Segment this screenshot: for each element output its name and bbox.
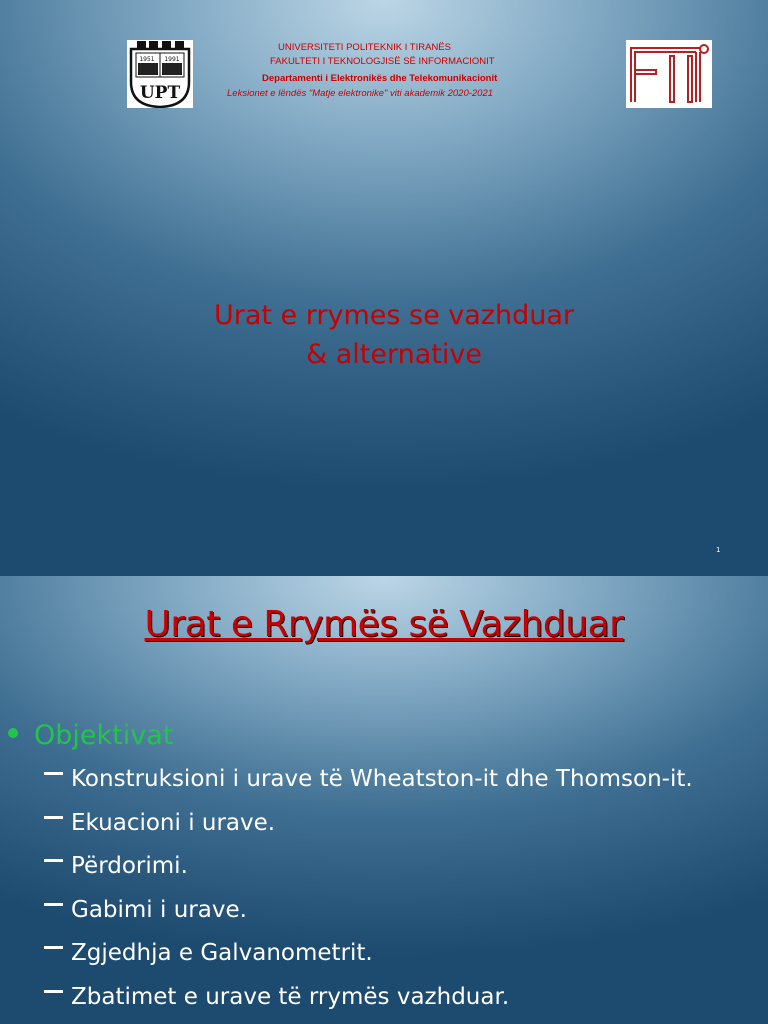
header-faculty: FAKULTETI I TEKNOLOGJISË SË INFORMACIONIT bbox=[270, 56, 495, 67]
slide1-title bbox=[0, 296, 768, 374]
sub-bullet bbox=[44, 766, 693, 792]
bullet-dot-icon bbox=[8, 728, 18, 738]
dash-icon bbox=[44, 990, 63, 993]
fti-logo-graphic bbox=[626, 40, 712, 108]
logo-year-left: 1951 bbox=[139, 56, 155, 63]
slide1-title-line2: & alternative bbox=[306, 339, 482, 370]
logo-upt-text: UPT bbox=[139, 83, 181, 103]
header-course: Leksionet e lëndës "Matje elektronike" viti akademik 2020-2021 bbox=[227, 88, 494, 99]
sub-bullet-text: Zgjedhja e Galvanometrit. bbox=[71, 940, 373, 966]
slide-2 bbox=[0, 576, 768, 1024]
slide2-title: Urat e Rrymës së Vazhduar bbox=[144, 604, 624, 645]
sub-bullet-text: Konstruksioni i urave të Wheatston-it dhe Thomson-it. bbox=[71, 766, 693, 792]
sub-bullet-text: Përdorimi. bbox=[71, 853, 188, 879]
sub-bullet-text: Ekuacioni i urave. bbox=[71, 810, 276, 836]
upt-logo-graphic bbox=[127, 40, 193, 108]
dash-icon bbox=[44, 946, 63, 949]
dash-icon bbox=[44, 859, 63, 862]
header-university: UNIVERSITETI POLITEKNIK I TIRANËS bbox=[278, 42, 451, 53]
sub-bullet-text: Gabimi i urave. bbox=[71, 897, 247, 923]
sub-bullet-text: Zbatimet e urave të rrymës vazhduar. bbox=[71, 984, 510, 1010]
slide-number: 1 bbox=[716, 546, 721, 554]
main-bullet-label: Objektivat bbox=[34, 720, 174, 751]
fti-logo bbox=[626, 40, 712, 108]
logo-year-right: 1991 bbox=[164, 56, 180, 63]
sub-bullet bbox=[44, 984, 509, 1010]
main-bullet bbox=[8, 720, 173, 751]
dash-icon bbox=[44, 772, 63, 775]
header-department: Departamenti i Elektronikës dhe Telekomunikacionit bbox=[262, 73, 498, 84]
dash-icon bbox=[44, 816, 63, 819]
sub-bullet bbox=[44, 897, 247, 923]
sub-bullet bbox=[44, 853, 188, 879]
sub-bullet bbox=[44, 940, 373, 966]
dash-icon bbox=[44, 903, 63, 906]
sub-bullet bbox=[44, 810, 275, 836]
slide1-title-line1: Urat e rrymes se vazhduar bbox=[213, 300, 574, 331]
upt-logo bbox=[127, 40, 193, 108]
